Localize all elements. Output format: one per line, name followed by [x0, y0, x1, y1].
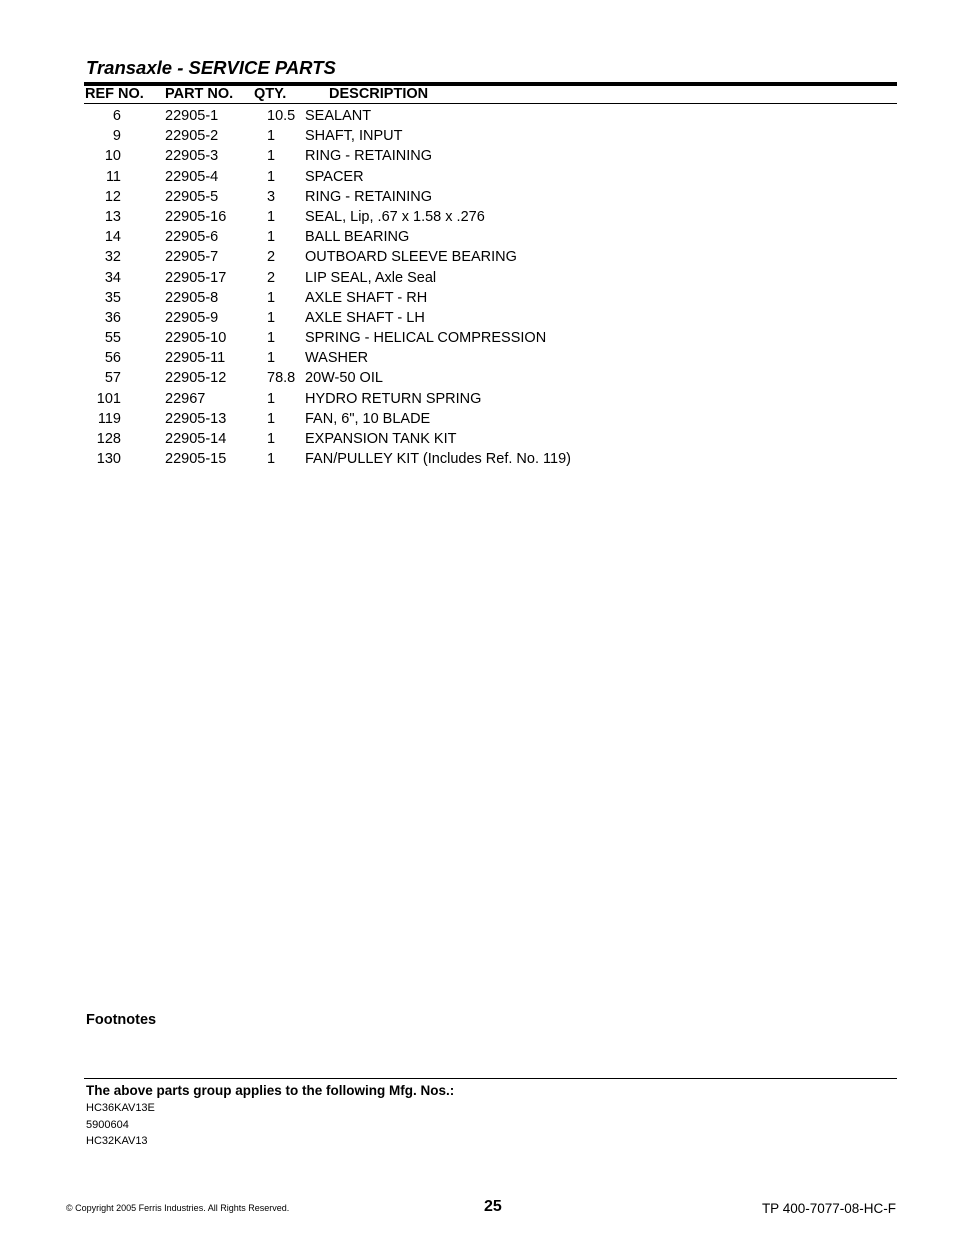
qty-cell: 1: [267, 410, 276, 427]
qty-cell: 1: [267, 350, 276, 367]
column-header-qty: QTY.: [254, 86, 287, 102]
ref-no-cell: 130: [96, 451, 121, 468]
column-header-description: DESCRIPTION: [329, 86, 429, 102]
description-cell: AXLE SHAFT - LH: [305, 309, 425, 326]
table-header: [84, 86, 897, 103]
page-title: Transaxle - SERVICE PARTS: [86, 57, 336, 78]
ref-no-cell: 56: [104, 350, 121, 367]
qty-cell: 2: [267, 269, 276, 286]
table-row: [84, 247, 897, 267]
column-header-ref-no: REF NO.: [85, 86, 144, 102]
header-divider: [84, 103, 897, 104]
table-row: [84, 368, 897, 388]
description-cell: HYDRO RETURN SPRING: [305, 390, 482, 407]
mfg-number: HC36KAV13E: [86, 1102, 155, 1114]
table-row: [84, 227, 897, 247]
qty-cell: 1: [267, 451, 276, 468]
ref-no-cell: 6: [112, 108, 121, 124]
ref-no-cell: 14: [104, 229, 121, 246]
footnotes-divider: [84, 1078, 897, 1079]
description-cell: SEAL, Lip, .67 x 1.58 x .276: [305, 208, 485, 225]
description-cell: 20W-50 OIL: [305, 370, 383, 387]
table-row: [84, 126, 897, 146]
qty-cell: 10.5: [267, 108, 296, 124]
part-no-cell: 22905-17: [165, 269, 227, 286]
qty-cell: 1: [267, 390, 276, 407]
qty-cell: 1: [267, 431, 276, 447]
qty-cell: 78.8: [267, 370, 296, 387]
description-cell: SHAFT, INPUT: [305, 128, 403, 145]
description-cell: EXPANSION TANK KIT: [305, 431, 457, 447]
footnotes-heading: Footnotes: [86, 1012, 157, 1028]
page-number: 25: [484, 1198, 502, 1215]
qty-cell: 1: [267, 128, 276, 145]
description-cell: WASHER: [305, 350, 369, 367]
qty-cell: 2: [267, 249, 276, 266]
description-cell: RING - RETAINING: [305, 188, 433, 205]
part-no-cell: 22905-10: [165, 330, 227, 347]
description-cell: AXLE SHAFT - RH: [305, 289, 428, 306]
parts-table: [84, 106, 897, 469]
table-row: [84, 268, 897, 288]
ref-no-cell: 101: [96, 390, 121, 407]
ref-no-cell: 34: [104, 269, 121, 286]
ref-no-cell: 55: [104, 330, 121, 347]
table-row: [84, 348, 897, 368]
qty-cell: 1: [267, 168, 276, 185]
description-cell: FAN, 6", 10 BLADE: [305, 410, 431, 427]
table-row: [84, 449, 897, 469]
part-no-cell: 22905-2: [165, 128, 219, 145]
part-no-cell: 22905-1: [165, 108, 219, 124]
part-no-cell: 22905-16: [165, 208, 227, 225]
ref-no-cell: 11: [105, 168, 121, 185]
part-no-cell: 22905-3: [165, 148, 219, 165]
qty-cell: 1: [267, 229, 276, 246]
description-cell: SPRING - HELICAL COMPRESSION: [305, 330, 547, 347]
part-no-cell: 22905-15: [165, 451, 227, 468]
mfg-number-list: [86, 1100, 155, 1150]
description-cell: BALL BEARING: [305, 229, 410, 246]
mfg-number: HC32KAV13: [86, 1135, 148, 1147]
table-row: [84, 167, 897, 187]
description-cell: FAN/PULLEY KIT (Includes Ref. No. 119): [305, 451, 571, 468]
ref-no-cell: 32: [104, 249, 121, 266]
part-no-cell: 22905-6: [165, 229, 219, 246]
qty-cell: 3: [267, 188, 276, 205]
description-cell: RING - RETAINING: [305, 148, 433, 165]
ref-no-cell: 12: [104, 188, 121, 205]
part-no-cell: 22905-4: [165, 168, 219, 185]
mfg-number: 5900604: [86, 1118, 129, 1131]
ref-no-cell: 57: [104, 370, 121, 387]
table-row: [84, 288, 897, 308]
qty-cell: 1: [267, 309, 276, 326]
table-row: [84, 389, 897, 409]
part-no-cell: 22905-9: [165, 309, 219, 326]
part-no-cell: 22905-12: [165, 370, 227, 387]
column-header-part-no: PART NO.: [165, 86, 234, 102]
ref-no-cell: 119: [97, 410, 121, 427]
table-row: [84, 207, 897, 227]
part-no-cell: 22905-8: [165, 289, 219, 306]
part-no-cell: 22905-5: [165, 188, 219, 205]
ref-no-cell: 128: [96, 431, 121, 447]
copyright-notice: © Copyright 2005 Ferris Industries. All Rights Reserved.: [66, 1203, 290, 1213]
description-cell: OUTBOARD SLEEVE BEARING: [305, 249, 517, 266]
table-row: [84, 187, 897, 207]
document-id: TP 400-7077-08-HC-F: [761, 1201, 896, 1216]
qty-cell: 1: [267, 330, 276, 347]
table-row: [84, 146, 897, 166]
part-no-cell: 22905-14: [165, 431, 227, 447]
table-row: [84, 106, 897, 126]
qty-cell: 1: [267, 208, 276, 225]
table-row: [84, 429, 897, 449]
part-no-cell: 22967: [165, 390, 206, 407]
qty-cell: 1: [267, 289, 276, 306]
description-cell: SEALANT: [305, 108, 372, 124]
part-no-cell: 22905-13: [165, 410, 227, 427]
part-no-cell: 22905-7: [165, 249, 219, 266]
description-cell: LIP SEAL, Axle Seal: [305, 269, 437, 286]
ref-no-cell: 36: [104, 309, 121, 326]
ref-no-cell: 35: [104, 289, 121, 306]
description-cell: SPACER: [305, 168, 364, 185]
qty-cell: 1: [267, 148, 276, 165]
applies-to-heading: The above parts group applies to the following Mfg. Nos.:: [86, 1083, 455, 1098]
ref-no-cell: 13: [104, 208, 121, 225]
table-row: [84, 328, 897, 348]
ref-no-cell: 9: [112, 128, 121, 145]
part-no-cell: 22905-11: [165, 350, 226, 367]
table-row: [84, 308, 897, 328]
table-row: [84, 409, 897, 429]
ref-no-cell: 10: [104, 148, 121, 165]
